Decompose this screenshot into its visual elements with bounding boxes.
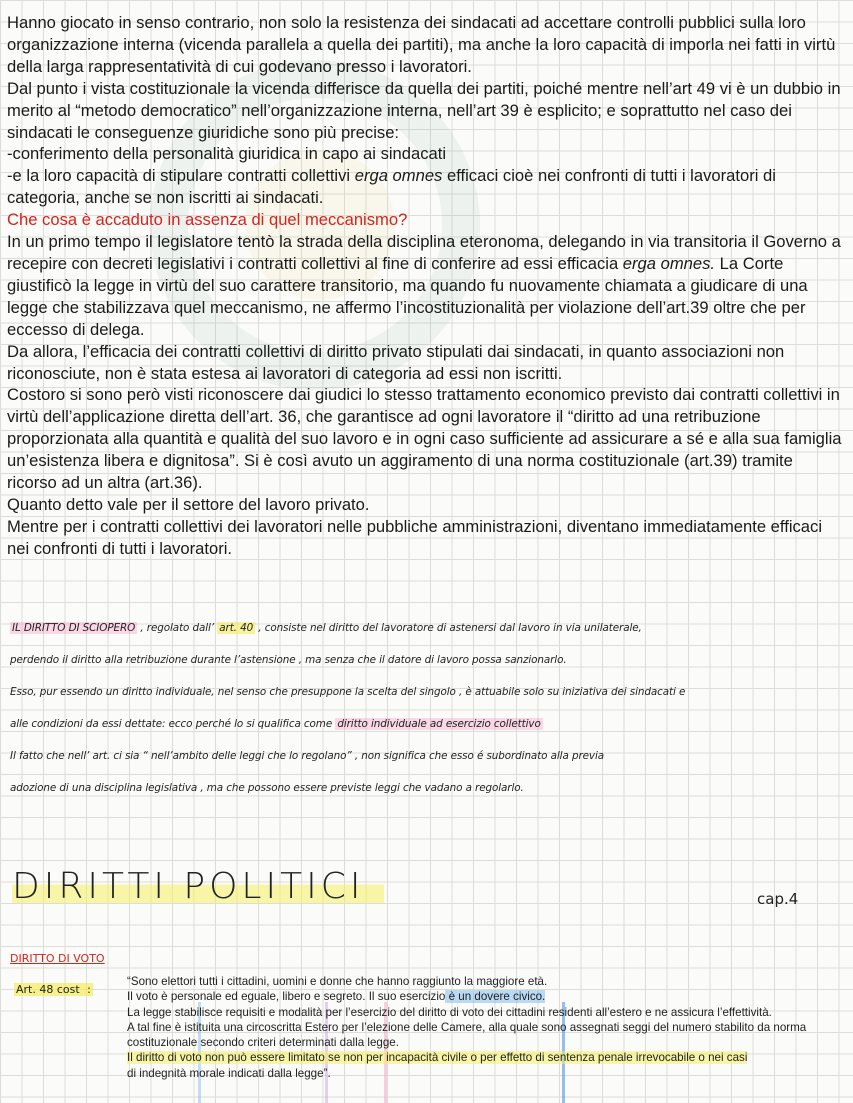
paragraph: Mentre per i contratti collettivi dei lavoratori nelle pubbliche amministrazioni, diventano immediatamente efficaci nei confronti di tutti i lavoratori. — [7, 516, 823, 558]
handwritten-notes — [10, 612, 850, 804]
handwritten-line: adozione di una disciplina legislativa , ma che possono essere previste leggi che vadano a regolarlo. — [10, 782, 524, 794]
handwritten-line: perdendo il diritto alla retribuzione durante l’astensione , ma senza che il datore di lavoro possa sanzionarlo. — [10, 654, 567, 666]
chapter-label: cap.4 — [757, 890, 799, 908]
handwritten-line — [10, 612, 850, 644]
paragraph: Hanno giocato in senso contrario, non solo la resistenza dei sindacati ad accettare controlli pubblici sulla loro organizzazione interna (vicenda parallela a quella dei partiti), ma anche la loro capacità di imporla nei fatti in virtù della larga rappresentatività di cui godevano presso i lavoratori. — [7, 13, 836, 76]
handwritten-line: Esso, pur essendo un diritto individuale, nel senso che presuppone la scelta del singolo , è attuabile solo su iniziativa dei sindacati e — [10, 686, 686, 698]
quote-line: A tal fine è istituita una circoscritta Estero per l’elezione delle Camere, alla quale sono assegnati seggi del numero stabilito da norma costituzionale secondo criteri determinati dalla legge. — [127, 1020, 807, 1050]
text: , regolato dall’ — [137, 622, 218, 634]
paragraph: Quanto detto vale per il settore del lavoro privato. — [7, 494, 370, 514]
text: Il voto è personale ed eguale, libero e segreto. Il suo esercizio — [127, 990, 446, 1004]
highlighted-term: diritto individuale ad esercizio collettivo — [337, 718, 541, 730]
quote-line: di indegnità morale indicati dalla legge”. — [127, 1066, 331, 1080]
quote-line: La legge stabilisce requisiti e modalità per l’esercizio del diritto di voto dei cittadini residenti all’estero e ne assicura l’effettività. — [127, 1005, 772, 1019]
text: alle condizioni da essi dettate: ecco perché lo si qualifica come — [10, 718, 336, 730]
highlighted-article: art. 40 — [219, 622, 254, 634]
text: -e la loro capacità di stipulare contratti collettivi — [7, 166, 355, 186]
section-title: DIRITTI POLITICI — [12, 866, 384, 907]
text: In un primo tempo il legislatore tentò la strada della disciplina eteronoma, delegando in via transitoria il Governo a recepire con decreti legislativi i contratti collettivi al fine di conferire ad essi efficacia — [7, 232, 841, 273]
handwritten-line: Il fatto che nell’ art. ci sia “ nell’ambito delle leggi che lo regolano” , non significa che esso é subordinato alla previa — [10, 750, 605, 762]
paragraph: Costoro si sono però visti riconoscere dai giudici lo stesso trattamento economico previsto dai contratti collettivi in virtù dell’applicazione diretta dell’art. 36, che garantisce ad ogni lavoratore il “diritto ad una retribuzione proporzionata alla quantità e qualità del suo lavoro e in ogni caso sufficiente ad assicurare a sé e alla sua famiglia un’esistenza libera e dignitosa”. Si è così avuto un aggiramento di una norma costituzionale (art.39) tramite ricorso ad un altra (art.36). — [7, 385, 842, 493]
highlighted-phrase: è un dovere civico. — [445, 990, 546, 1004]
typed-notes — [7, 12, 847, 560]
quote-line — [127, 1050, 849, 1065]
paragraph-erga-omnes — [7, 165, 847, 209]
article-quote — [127, 974, 849, 1081]
question-heading: Che cosa è accaduto in assenza di quel meccanismo? — [7, 210, 408, 230]
text: : — [83, 983, 91, 996]
highlighted-term: IL DIRITTO DI SCIOPERO — [12, 622, 136, 634]
paragraph: Da allora, l’efficacia dei contratti collettivi di diritto privato stipulati dai sindacati, in quanto associazioni non riconosciute, non è stata estesa ai lavoratori di categoria ad essi non iscritti. — [7, 341, 785, 383]
italic-text: erga omnes. — [622, 253, 716, 273]
text: , consiste nel diritto del lavoratore di astenersi dal lavoro in via unilaterale, — [255, 622, 642, 634]
handwritten-line — [10, 708, 850, 740]
paragraph: Dal punto i vista costituzionale la vicenda differisce da quella dei partiti, poiché mentre nell’art 49 vi è un dubbio in merito al “metodo democratico” nell’organizzazione interna, nell’art 39 è esplicito; e soprattutto nel caso dei sindacati le conseguenze giuridiche sono più precise: — [7, 78, 841, 142]
subheading: DIRITTO DI VOTO — [10, 952, 105, 965]
quote-line — [127, 989, 849, 1004]
article-label — [14, 983, 93, 996]
text: efficaci cioè nei confronti di tutti i lavoratori di categoria, anche se non iscritti ai sindacati. — [7, 166, 776, 208]
quote-line: “Sono elettori tutti i cittadini, uomini e donne che hanno raggiunto la maggiore età. — [127, 975, 548, 988]
italic-text: erga omnes — [354, 166, 443, 186]
highlighted-phrase: Il diritto di voto non può essere limitato se non per incapacità civile o per effetto di sentenza penale irrevocabile o nei casi — [127, 1051, 748, 1065]
text: La Corte giustificò la legge in virtù del suo carattere transitorio, ma quando fu nuovamente chiamata a giudicare di una legge che stabilizzava quel meccanismo, ne affermo l’incostituzionalità per violazione dell’art.39 oltre che per eccesso di delega. — [7, 253, 808, 339]
article-name: Art. 48 cost — [16, 983, 80, 996]
paragraph: -conferimento della personalità giuridica in capo ai sindacati — [7, 144, 447, 164]
paragraph-governo — [7, 231, 847, 341]
